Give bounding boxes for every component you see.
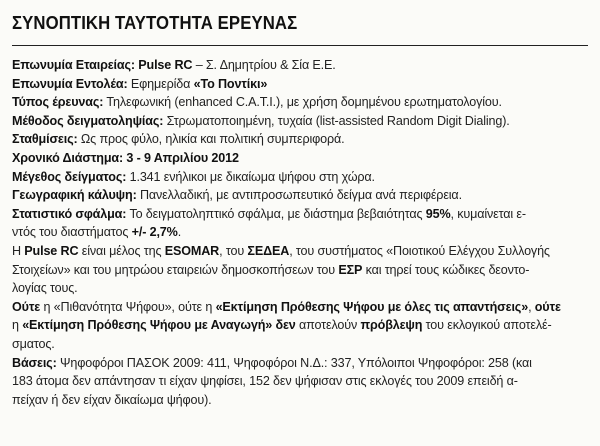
disclaimer-den: δεν xyxy=(275,318,296,333)
row-weights xyxy=(12,130,588,149)
disclaimer-bold-2: «Εκτίμηση Πρόθεσης Ψήφου με Αναγωγή» xyxy=(22,318,273,333)
error-text-1: Το δειγματοληπτικό σφάλμα, με διάστημα βεβαιότητας xyxy=(126,206,426,221)
bases-line-1: Ψηφοφόροι ΠΑΣΟΚ 2009: 411, Ψηφοφόροι Ν.Δ.: 337, Υπόλοιποι Ψηφοφόροι: 258 (και xyxy=(56,355,532,370)
membership-esomar: ESOMAR xyxy=(164,243,220,258)
disclaimer-text-1: η «Πιθανότητα Ψήφου», ούτε η xyxy=(40,299,216,314)
company-rest: – Σ. Δημητρίου & Σία Ε.Ε. xyxy=(192,58,336,72)
disclaimer-oute-2: ούτε xyxy=(534,299,561,314)
membership-text-5: και τηρεί τους κώδικες δεοντο- xyxy=(362,262,530,277)
survey-type-label: Τύπος έρευνας: xyxy=(12,95,104,110)
weights-label: Σταθμίσεις: xyxy=(12,132,78,147)
bases-label: Βάσεις: xyxy=(12,355,57,370)
client-name: «Το Ποντίκι» xyxy=(193,76,268,91)
company-name: Pulse RC xyxy=(138,58,193,72)
bases-paragraph xyxy=(12,354,588,410)
coverage-label: Γεωγραφική κάλυψη: xyxy=(12,188,137,203)
disclaimer-bold-1: «Εκτίμηση Πρόθεσης Ψήφου με όλες τις απαντήσεις» xyxy=(215,299,529,314)
weights-value: Ως προς φύλο, ηλικία και πολιτική συμπεριφορά. xyxy=(77,132,345,147)
row-company xyxy=(12,56,588,75)
row-sampling-method xyxy=(12,112,588,131)
company-label: Επωνυμία Εταιρείας: xyxy=(12,58,135,72)
disclaimer-text-4: αποτελούν xyxy=(295,318,361,333)
error-text-2: , κυμαίνεται ε- xyxy=(450,206,526,221)
disclaimer-provlepsi: πρόβλεψη xyxy=(360,318,423,333)
row-period xyxy=(12,149,588,168)
survey-details xyxy=(12,56,588,409)
bases-line-2: 183 άτομα δεν απάντησαν τι είχαν ψηφίσει, 152 δεν ψήφισαν στις εκλογές του 2009 επειδή α- xyxy=(12,374,518,389)
survey-type-value: Τηλεφωνική (enhanced C.A.T.I.), με χρήση δομημένου ερωτηματολογίου. xyxy=(103,95,502,110)
disclaimer-text-2: , xyxy=(528,299,535,314)
confidence-level: 95% xyxy=(425,206,451,221)
row-sample-size xyxy=(12,168,588,187)
membership-line-3: λογίας τους. xyxy=(12,281,78,296)
period-label: Χρονικό Διάστημα: xyxy=(12,150,124,165)
membership-text-3: , του xyxy=(219,243,248,258)
sample-size-label: Μέγεθος δείγματος: xyxy=(12,169,127,184)
row-survey-type xyxy=(12,93,588,112)
row-statistical-error xyxy=(12,205,588,242)
coverage-value: Πανελλαδική, με αντιπροσωπευτικό δείγμα ανά περιφέρεια. xyxy=(136,188,462,203)
error-end: . xyxy=(177,225,182,240)
membership-sedea: ΣΕΔΕΑ xyxy=(247,243,290,258)
row-coverage xyxy=(12,186,588,205)
client-label: Επωνυμία Εντολέα: xyxy=(12,76,128,91)
disclaimer-paragraph xyxy=(12,298,588,354)
disclaimer-text-5: του εκλογικού αποτελέ- xyxy=(422,318,552,333)
disclaimer-oute-1: Ούτε xyxy=(12,299,41,314)
membership-text-1: Η xyxy=(12,243,25,258)
membership-esr: ΕΣΡ xyxy=(338,262,363,277)
disclaimer-line-2: η xyxy=(12,318,23,333)
membership-text-2: είναι μέλος της xyxy=(78,243,165,258)
title-divider xyxy=(12,45,588,46)
membership-pulse: Pulse RC xyxy=(24,243,79,258)
disclaimer-line-3: σματος. xyxy=(12,336,55,351)
membership-paragraph xyxy=(12,242,588,298)
membership-line-2: Στοιχείων» και του μητρώου εταιρειών δημοσκοπήσεων του xyxy=(12,262,339,277)
period-value: 3 - 9 Απριλίου 2012 xyxy=(123,150,239,165)
sample-size-value: 1.341 ενήλικοι με δικαίωμα ψήφου στη χώρα. xyxy=(126,169,375,184)
client-pre: Εφημερίδα xyxy=(127,76,194,91)
membership-text-4: , του συστήματος «Ποιοτικού Ελέγχου Συλλογής xyxy=(289,243,550,258)
error-label: Στατιστικό σφάλμα: xyxy=(12,206,127,221)
bases-line-3: πείχαν ή δεν είχαν δικαίωμα ψήφου). xyxy=(12,392,212,407)
row-client xyxy=(12,75,588,94)
sampling-method-value: Στρωματοποιημένη, τυχαία (list-assisted Random Digit Dialing). xyxy=(163,113,510,128)
page-title: ΣΥΝΟΠΤΙΚΗ ΤΑΥΤΟΤΗΤΑ ΕΡΕΥΝΑΣ xyxy=(12,13,298,33)
sampling-method-label: Μέθοδος δειγματοληψίας: xyxy=(12,113,164,128)
error-range: +/- 2,7% xyxy=(131,225,178,240)
error-line-2: ντός του διαστήματος xyxy=(12,225,132,240)
